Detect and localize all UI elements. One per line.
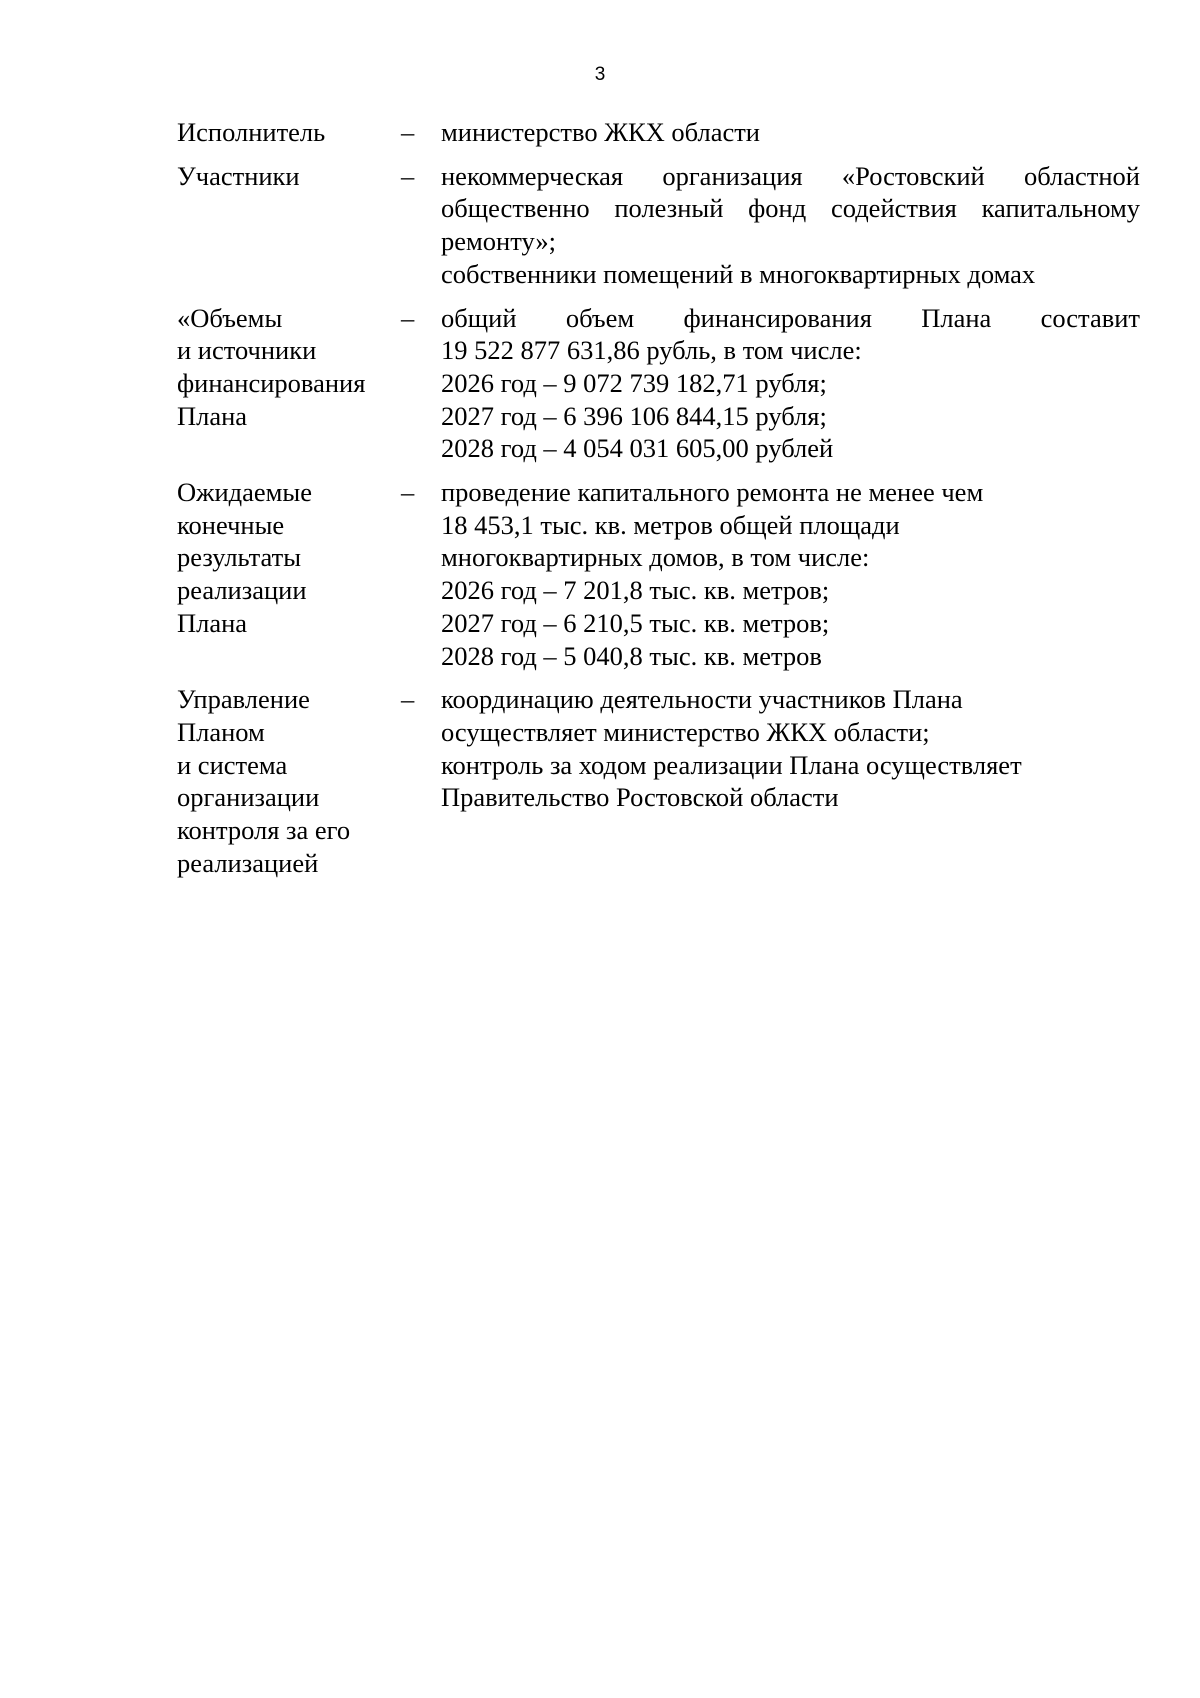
value-line: общий объем финансирования Плана составит: [441, 302, 1140, 333]
label-line: Управление: [177, 684, 310, 715]
passport-row-executor: [177, 116, 1140, 149]
value-line: координацию деятельности участников Плана: [441, 684, 963, 715]
row-value: [441, 476, 1140, 672]
label-line: Плана: [177, 400, 248, 431]
value-line: 18 453,1 тыс. кв. метров общей площади: [441, 509, 900, 540]
label-line: реализации: [177, 575, 307, 606]
value-line: Правительство Ростовской области: [441, 782, 839, 813]
value-line: собственники помещений в многоквартирных домах: [441, 258, 1036, 289]
row-label: [177, 116, 401, 149]
row-label: [177, 160, 401, 193]
value-line: 2027 год – 6 396 106 844,15 рубля;: [441, 400, 827, 431]
label-line: «Объемы: [177, 302, 283, 333]
row-value: [441, 302, 1140, 466]
label-line: Участники: [177, 160, 300, 191]
label-line: Исполнитель: [177, 117, 326, 147]
label-line: организации: [177, 782, 320, 813]
passport-row-participants: [177, 160, 1140, 291]
label-line: конечные: [177, 509, 285, 540]
row-label: [177, 476, 401, 640]
label-line: и система: [177, 749, 288, 780]
row-dash: –: [401, 302, 415, 333]
passport-row-management: [177, 683, 1140, 879]
value-line: некоммерческая организация «Ростовский областной: [441, 160, 1140, 191]
value-line: 2028 год – 4 054 031 605,00 рублей: [441, 433, 834, 464]
value-line: ремонту»;: [441, 226, 556, 257]
value-line: 19 522 877 631,86 рубль, в том числе:: [441, 335, 862, 366]
passport-row-financing: [177, 302, 1140, 466]
row-dash: –: [401, 684, 415, 715]
value-line: 2026 год – 7 201,8 тыс. кв. метров;: [441, 575, 830, 606]
row-dash: –: [401, 477, 415, 508]
label-line: и источники: [177, 335, 317, 366]
value-line: проведение капитального ремонта не менее чем: [441, 477, 984, 508]
row-label: [177, 302, 401, 433]
row-value: [441, 683, 1140, 814]
value-line: 2028 год – 5 040,8 тыс. кв. метров: [441, 640, 822, 671]
label-line: Планом: [177, 716, 265, 747]
value-line: министерство ЖКХ области: [441, 117, 760, 147]
value-line: 2027 год – 6 210,5 тыс. кв. метров;: [441, 607, 830, 638]
label-line: контроля за его: [177, 815, 351, 846]
row-value: [441, 160, 1140, 291]
passport-row-expected-results: [177, 476, 1140, 672]
label-line: Плана: [177, 607, 248, 638]
row-value: [441, 116, 1140, 149]
row-dash: –: [401, 160, 415, 191]
label-line: реализацией: [177, 847, 319, 878]
page-number: 3: [594, 64, 606, 85]
plan-passport-table: [177, 116, 1140, 890]
value-line: многоквартирных домов, в том числе:: [441, 542, 870, 573]
label-line: финансирования: [177, 367, 366, 398]
value-line: осуществляет министерство ЖКХ области;: [441, 716, 930, 747]
value-line: контроль за ходом реализации Плана осуществляет: [441, 749, 1022, 780]
value-line: 2026 год – 9 072 739 182,71 рубля;: [441, 367, 827, 398]
value-line: общественно полезный фонд содействия капитальному: [441, 193, 1140, 224]
row-label: [177, 683, 401, 879]
label-line: результаты: [177, 542, 301, 573]
row-dash: –: [401, 117, 415, 147]
label-line: Ожидаемые: [177, 477, 312, 508]
